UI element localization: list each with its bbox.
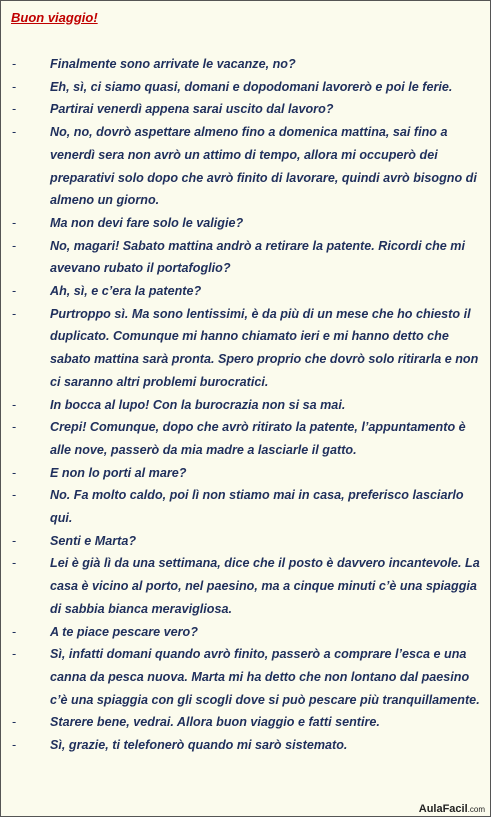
dialogue-text: Crepi! Comunque, dopo che avrò ritirato la patente, l’appuntamento è alle nove, passerò da mia madre a lasciarle il gatto. xyxy=(50,420,466,457)
dialogue-dash: - xyxy=(12,715,17,730)
dialogue-dash: - xyxy=(12,284,17,299)
dialogue-line xyxy=(1,416,490,461)
dialogue-dash: - xyxy=(12,306,17,321)
dialogue-dash: - xyxy=(12,624,17,639)
dialogue-text: Ah, sì, e c’era la patente? xyxy=(50,284,202,299)
dialogue-dash: - xyxy=(12,465,17,480)
dialogue-line xyxy=(1,462,490,485)
dialogue-text: Eh, sì, ci siamo quasi, domani e dopodomani lavorerò e poi le ferie. xyxy=(50,79,453,94)
dialogue-text: In bocca al lupo! Con la burocrazia non si sa mai. xyxy=(50,397,346,412)
dialogue-line xyxy=(1,643,490,711)
dialogue-dash: - xyxy=(12,397,17,412)
dialogue-text: No. Fa molto caldo, poi lì non stiamo mai in casa, preferisco lasciarlo qui. xyxy=(50,488,464,526)
dialogue-line xyxy=(1,98,490,121)
dialogue-dash: - xyxy=(12,556,17,571)
dialogue-dash: - xyxy=(12,647,17,662)
dialogue-text: Ma non devi fare solo le valigie? xyxy=(50,215,244,230)
dialogue-text: Starere bene, vedrai. Allora buon viaggio e fatti sentire. xyxy=(50,715,380,730)
dialogue-line xyxy=(1,484,490,529)
dialogue-dash: - xyxy=(12,215,17,230)
dialogue-text: Senti e Marta? xyxy=(50,533,137,548)
dialogue-text: A te piace pescare vero? xyxy=(50,624,198,639)
watermark-logo xyxy=(419,803,485,815)
dialogue-line xyxy=(1,212,490,235)
dialogue-line xyxy=(1,303,490,394)
dialogue-line xyxy=(1,711,490,734)
dialogue-dash: - xyxy=(12,420,17,435)
watermark-domain: .com xyxy=(467,805,485,814)
dialogue-dash: - xyxy=(12,533,17,548)
dialogue-text: No, magari! Sabato mattina andrò a retirare la patente. Ricordi che mi avevano rubato il portafoglio? xyxy=(50,238,466,276)
dialogue-text: E non lo porti al mare? xyxy=(50,465,187,480)
dialogue-text: Partirai venerdì appena sarai uscito dal lavoro? xyxy=(50,102,334,117)
dialogue-text: Sì, infatti domani quando avrò finito, passerò a comprare l’esca e una canna da pesca nuova. Marta mi ha detto che non lontano dal paesino c’è una spiaggia con gli scogli dove si può pescare più tranquillamente. xyxy=(50,647,480,707)
dialogue-text: Lei è già lì da una settimana, dice che il posto è davvero incantevole. La casa è vicino al porto, nel paesino, ma a cinque minuti c’è una spiaggia di sabbia bianca meravigliosa. xyxy=(50,556,480,616)
dialogue-line xyxy=(1,394,490,417)
dialogue-dash: - xyxy=(12,79,17,94)
dialogue-text: No, no, dovrò aspettare almeno fino a domenica mattina, sai fino a venerdì sera non avrò un attimo di tempo, allora mi occuperò dei preparativi solo dopo che avrò finito di lavorare, quindi avrò bisogno di almeno un giorno. xyxy=(50,125,477,208)
dialogue-line xyxy=(1,734,490,757)
dialogue-line xyxy=(1,530,490,553)
dialogue-line xyxy=(1,235,490,280)
dialogue-dash: - xyxy=(12,738,17,753)
dialogue-line xyxy=(1,280,490,303)
dialogue-line xyxy=(1,552,490,620)
dialogue-text: Purtroppo sì. Ma sono lentissimi, è da più di un mese che ho chiesto il duplicato. Comunque mi hanno chiamato ieri e mi hanno detto che sabato mattina sarà pronta. Spero proprio che dovrò solo ritirarla e non ci saranno altri problemi burocratici. xyxy=(50,306,479,389)
dialogue-dash: - xyxy=(12,102,17,117)
dialogue-dash: - xyxy=(12,125,17,140)
watermark-brand: AulaFacil xyxy=(418,803,468,815)
dialogue-line xyxy=(1,53,490,76)
dialogue-dash: - xyxy=(12,57,17,71)
document-title: Buon viaggio! xyxy=(11,10,98,25)
dialogue-text: Finalmente sono arrivate le vacanze, no? xyxy=(50,57,296,71)
dialogue-dash: - xyxy=(12,488,17,503)
dialogue-list xyxy=(1,53,490,757)
dialogue-line xyxy=(1,76,490,99)
dialogue-text: Sì, grazie, ti telefonerò quando mi sarò sistemato. xyxy=(50,738,348,753)
dialogue-dash: - xyxy=(12,238,17,253)
dialogue-line xyxy=(1,621,490,644)
dialogue-line xyxy=(1,121,490,212)
